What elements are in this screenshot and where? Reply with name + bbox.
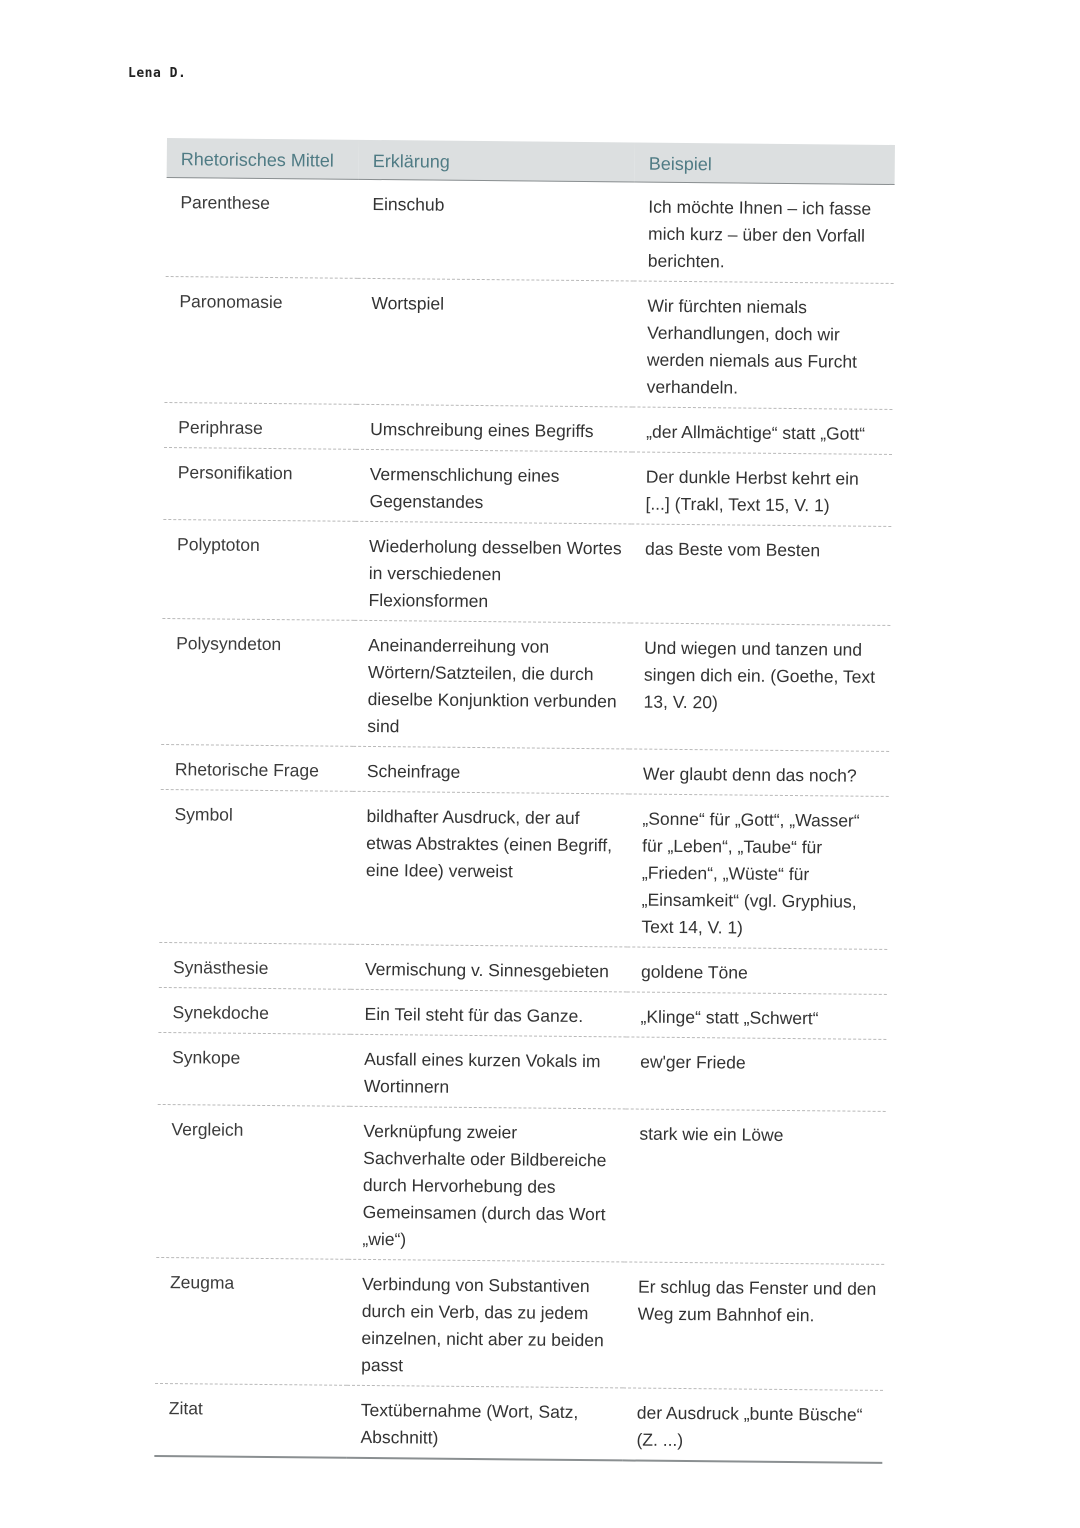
table-row bbox=[161, 744, 889, 796]
term-cell: Synkope bbox=[158, 1032, 351, 1106]
table-row bbox=[154, 1383, 883, 1462]
term-cell: Synästhesie bbox=[159, 942, 351, 989]
term-cell: Symbol bbox=[159, 789, 352, 944]
example-cell: goldene Töne bbox=[627, 947, 887, 994]
explanation-cell: Textübernahme (Wort, Satz, Abschnitt) bbox=[346, 1385, 623, 1460]
explanation-cell: bildhafter Ausdruck, der auf etwas Abstraktes (einen Begriff, eine Idee) verweist bbox=[351, 791, 628, 947]
author-name: Lena D. bbox=[128, 66, 187, 81]
table-row bbox=[158, 987, 886, 1039]
term-cell: Zitat bbox=[154, 1383, 347, 1457]
term-cell: Synekdoche bbox=[158, 987, 350, 1034]
example-cell: Wir fürchten niemals Verhandlungen, doch wir werden niemals aus Furcht verhandeln. bbox=[632, 281, 893, 409]
term-cell: Periphrase bbox=[164, 402, 356, 449]
term-cell: Paronomasie bbox=[164, 276, 357, 404]
header-explanation: Erklärung bbox=[359, 140, 635, 182]
example-cell: „Sonne“ für „Gott“, „Wasser“ für „Leben“, „Taube“ für „Frieden“, „Wüste“ für „Einsamkeit“ (vgl. Gryphius, Text 14, V. 1) bbox=[627, 794, 888, 949]
explanation-cell: Umschreibung eines Begriffs bbox=[356, 404, 632, 452]
example-cell: Der dunkle Herbst kehrt ein [...] (Trakl, Text 15, V. 1) bbox=[631, 452, 892, 526]
example-cell: Er schlug das Fenster und den Weg zum Bahnhof ein. bbox=[623, 1262, 884, 1390]
table-row bbox=[159, 789, 888, 949]
table-header-row bbox=[167, 138, 895, 184]
table-row bbox=[159, 942, 887, 994]
header-example: Beispiel bbox=[635, 142, 895, 184]
term-cell: Parenthese bbox=[166, 177, 359, 278]
header-term: Rhetorisches Mittel bbox=[167, 138, 359, 179]
table-row bbox=[158, 1032, 887, 1111]
table-row bbox=[162, 519, 891, 625]
explanation-cell: Wiederholung desselben Wortes in verschiedenen Flexionsformen bbox=[354, 521, 631, 623]
table-row bbox=[155, 1257, 884, 1390]
explanation-cell: Ein Teil steht für das Ganze. bbox=[350, 989, 626, 1037]
example-cell: ew'ger Friede bbox=[626, 1037, 887, 1111]
explanation-cell: Verknüpfung zweier Sachverhalte oder Bildbereiche durch Hervorhebung des Gemeinsamen (durch das Wort „wie“) bbox=[348, 1106, 625, 1262]
explanation-cell: Scheinfrage bbox=[353, 746, 629, 794]
explanation-cell: Ausfall eines kurzen Vokals im Wortinnern bbox=[350, 1034, 627, 1109]
explanation-cell: Vermischung v. Sinnesgebieten bbox=[351, 944, 627, 992]
table-row bbox=[166, 177, 895, 283]
explanation-cell: Wortspiel bbox=[356, 278, 633, 407]
table-row bbox=[164, 402, 892, 454]
example-cell: „Klinge“ statt „Schwert“ bbox=[626, 992, 886, 1039]
example-cell: Und wiegen und tanzen und singen dich ein. (Goethe, Text 13, V. 20) bbox=[629, 623, 890, 751]
example-cell: „der Allmächtige“ statt „Gott“ bbox=[632, 407, 892, 454]
term-cell: Personifikation bbox=[163, 447, 356, 521]
term-cell: Polysyndeton bbox=[161, 618, 354, 746]
example-cell: der Ausdruck „bunte Büsche“ (Z. ...) bbox=[622, 1388, 883, 1463]
table-row bbox=[163, 447, 892, 526]
example-cell: Wer glaubt denn das noch? bbox=[629, 749, 889, 796]
term-cell: Vergleich bbox=[156, 1104, 349, 1259]
explanation-cell: Vermenschlichung eines Gegenstandes bbox=[355, 449, 632, 524]
explanation-cell: Verbindung von Substantiven durch ein Verb, das zu jedem einzelnen, nicht aber zu beiden passt bbox=[347, 1259, 624, 1388]
example-cell: Ich möchte Ihnen – ich fasse mich kurz – über den Vorfall berichten. bbox=[634, 182, 895, 283]
table-row bbox=[164, 276, 893, 409]
table-row bbox=[161, 618, 890, 751]
term-cell: Zeugma bbox=[155, 1257, 348, 1385]
table-row bbox=[156, 1104, 885, 1264]
rhetoric-table-container bbox=[154, 138, 895, 1464]
term-cell: Rhetorische Frage bbox=[161, 744, 353, 791]
term-cell: Polyptoton bbox=[162, 519, 355, 620]
explanation-cell: Aneinanderreihung von Wörtern/Satzteilen, die durch dieselbe Konjunktion verbunden sind bbox=[353, 620, 630, 749]
example-cell: das Beste vom Besten bbox=[630, 524, 891, 625]
explanation-cell: Einschub bbox=[358, 179, 635, 281]
example-cell: stark wie ein Löwe bbox=[624, 1109, 885, 1264]
rhetoric-table bbox=[154, 138, 895, 1464]
